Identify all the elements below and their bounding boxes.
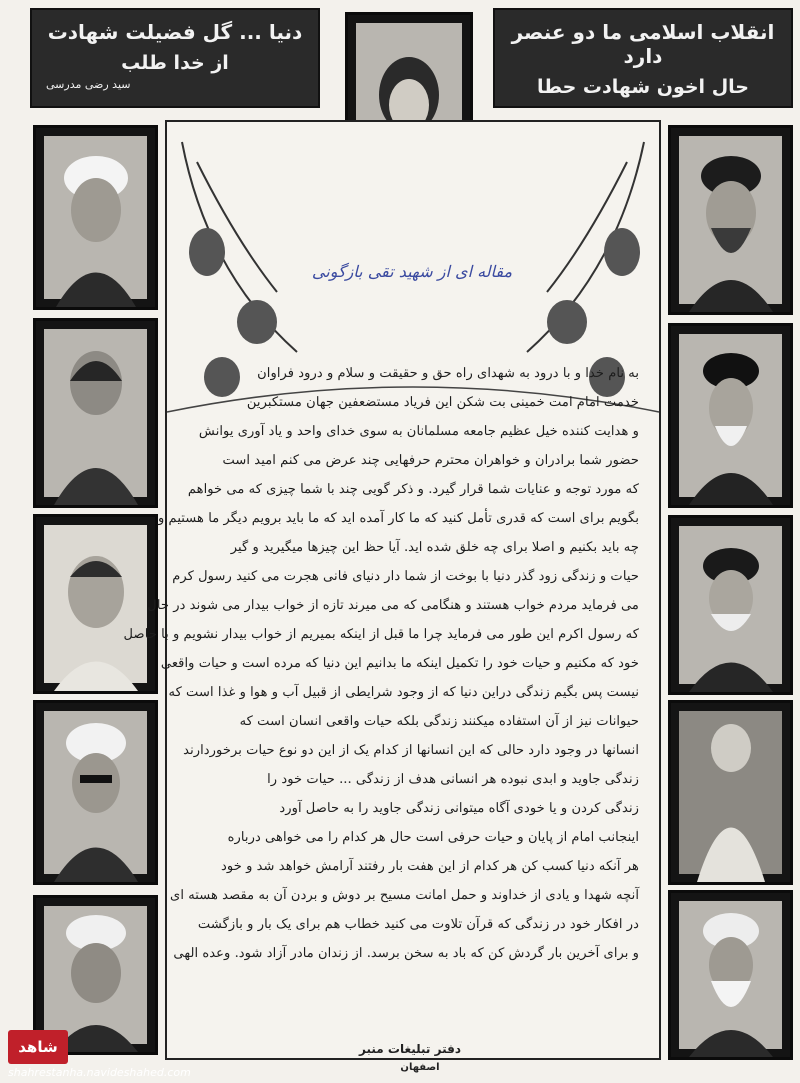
footer-city: اصفهان — [400, 1062, 440, 1073]
right-banner-line2: حال اخون شهادت حطا — [536, 76, 750, 98]
letter-line: هر آنکه دنیا کسب کن هر کدام از این هفت بار رفتند آرامش خواهد شد و خود — [221, 859, 639, 874]
letter-line: می فرماید مردم خواب هستند و هنگامی که می میرند تازه از خواب بیدار می شوند در حال — [147, 598, 639, 613]
right-portrait-5 — [668, 890, 793, 1060]
portrait-figure-icon — [671, 703, 790, 882]
letter-line: حیات و زندگی زود گذر دنیا با بوخت از شما دار دنیای فانی هجرت می کنید رسول کرم — [172, 569, 639, 584]
right-top-banner — [493, 8, 793, 108]
right-portrait-4 — [668, 700, 793, 885]
letter-line: زندگی کردن و یا خودی آگاه میتوانی زندگی جاوید را به حاصل آورد — [279, 801, 639, 816]
left-portrait-4 — [33, 700, 158, 885]
letter-line: زندگی جاوید و ابدی نبوده هر انسانی هدف از زندگی ... حیات خود را — [267, 772, 639, 787]
letter-line: خدمت امام امت خمینی بت شکن این فریاد مستضعفین جهان مستکبرین — [246, 395, 639, 410]
letter-line: به نام خدا و با درود به شهدای راه حق و حقیقت و سلام و درود فراوان — [257, 366, 639, 381]
portrait-figure-icon — [671, 893, 790, 1057]
right-portrait-3 — [668, 515, 793, 695]
footer-publisher: دفتر تبلیغات منبر — [359, 1042, 461, 1056]
left-banner-line1: دنیا ... گل فضیلت شهادت — [47, 20, 303, 44]
portrait-figure-icon — [671, 128, 790, 312]
letter-line: نیست پس بگیم زندگی دراین دنیا که از وجود شرایطی از قبیل آب و هوا و غذا است که — [168, 685, 639, 700]
letter-line: آنچه شهدا و یادی از خداوند و حمل امانت مسیح بر دوش و بردن آن به مقصد هسته ای — [170, 888, 639, 903]
left-banner-line2: از خدا طلب — [121, 52, 229, 74]
letter-line: که رسول اکرم این طور می فرماید چرا ما قبل از اینکه بمیریم از خواب بیدار نشویم و با حاصل — [123, 627, 639, 642]
left-top-banner — [30, 8, 320, 108]
left-portrait-2 — [33, 318, 158, 508]
letter-line: بگویم برای است که قدری تأمل کنید که ما کار آمده اید که ما باید برویم دیگر ما هستیم و — [157, 511, 639, 526]
left-portrait-3 — [33, 514, 158, 694]
portrait-figure-icon — [36, 321, 155, 505]
letter-line: حیوانات نیز از آن استفاده میکنند زندگی بلکه حیات واقعی انسان است که — [239, 714, 639, 729]
portrait-figure-icon — [36, 898, 155, 1052]
right-portrait-2 — [668, 323, 793, 508]
letter-line: و هدایت کننده خیل عظیم جامعه مسلمانان به سوی خدای واحد و یاد آوری یوانش — [198, 424, 639, 439]
letter-line: خود که مکنیم و حیات خود را تکمیل اینکه ما بدانیم این دنیا که مرده است و حیات واقعی — [160, 656, 639, 671]
letter-line: که مورد توجه و عنایات شما قرار گیرد. و ذکر گویی چند با شما چیزی که می خواهم — [187, 482, 639, 497]
portrait-figure-icon — [36, 128, 155, 307]
portrait-figure-icon — [36, 517, 155, 691]
left-banner-signature: سید رضی مدرسی — [46, 78, 131, 91]
letter-line: در افکار خود در زندگی که قرآن تلاوت می کنید خطاب هم برای یک بار و بازگشت — [197, 917, 639, 932]
portrait-figure-icon — [671, 518, 790, 692]
right-banner-line1: انقلاب اسلامی ما دو عنصر دارد — [511, 20, 775, 68]
letter-line: و برای آخرین بار گردش کن که باد به سخن برسد. از زندان مادر آزاد شود. وعده الهی — [173, 946, 639, 961]
watermark-logo: شاهد — [8, 1030, 68, 1064]
letter-frame — [123, 120, 661, 1060]
right-portrait-1 — [668, 125, 793, 315]
letter-heading: مقاله ای از شهید تقی بازگونی — [311, 262, 513, 281]
portrait-figure-icon — [36, 703, 155, 882]
letter-body — [123, 366, 639, 976]
letter-line: حضور شما برادران و خواهران محترم حرفهایی چند عرض می کنم امید است — [222, 453, 639, 468]
portrait-figure-icon — [671, 326, 790, 505]
watermark-url: shahrestanha.navideshahed.com — [8, 1066, 191, 1079]
letter-line: اینجانب امام از پایان و حیات حرفی است حال هر کدام را می خواهی درباره — [227, 830, 639, 845]
left-portrait-1 — [33, 125, 158, 310]
letter-line: چه باید بکنیم و اصلا برای چه خلق شده اید. آیا حظ این چیزها میگیرید و گیر — [230, 540, 639, 555]
letter-line: انسانها در وجود دارد حالی که این انسانها از کدام یک از این دو نوع حیات برخوردارند — [183, 743, 639, 758]
